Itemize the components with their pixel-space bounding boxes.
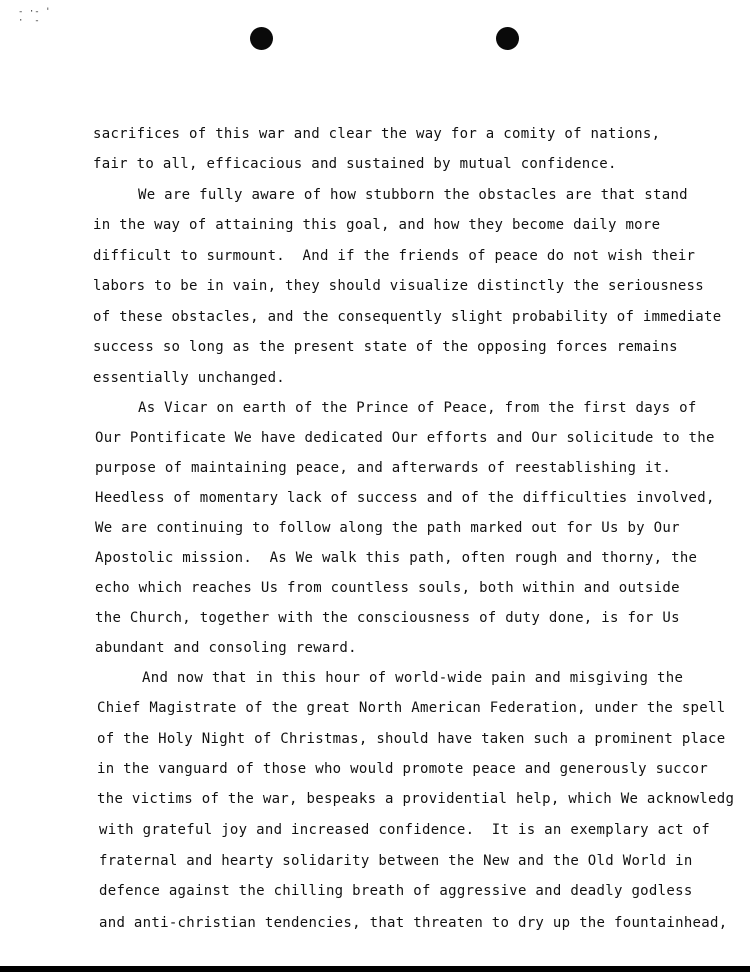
- text-line: As Vicar on earth of the Prince of Peace, from the first days of: [138, 400, 697, 416]
- text-line: Apostolic mission. As We walk this path, often rough and thorny, the: [95, 550, 698, 566]
- scan-bottom-edge: [0, 966, 750, 972]
- text-line: defence against the chilling breath of aggressive and deadly godless: [99, 883, 693, 899]
- text-line: We are fully aware of how stubborn the obstacles are that stand: [138, 187, 688, 203]
- text-line: the victims of the war, bespeaks a providential help, which We acknowledg: [97, 791, 735, 807]
- margin-marks: - ·‑ ' · -: [18, 7, 51, 26]
- text-line: essentially unchanged.: [93, 370, 286, 386]
- punch-hole-left: [250, 27, 273, 50]
- text-line: difficult to surmount. And if the friends of peace do not wish their: [93, 248, 696, 264]
- text-line: We are continuing to follow along the path marked out for Us by Our: [95, 520, 680, 536]
- text-line: Chief Magistrate of the great North American Federation, under the spell: [97, 700, 726, 716]
- punch-hole-right: [496, 27, 519, 50]
- text-line: Our Pontificate We have dedicated Our efforts and Our solicitude to the: [95, 430, 715, 446]
- text-line: with grateful joy and increased confidence. It is an exemplary act of: [99, 822, 711, 838]
- text-line: in the vanguard of those who would promote peace and generously succor: [97, 761, 709, 777]
- text-line: purpose of maintaining peace, and afterwards of reestablishing it.: [95, 460, 672, 476]
- text-line: the Church, together with the consciousness of duty done, is for Us: [95, 610, 680, 626]
- text-line: success so long as the present state of the opposing forces remains: [93, 339, 678, 355]
- text-line: echo which reaches Us from countless souls, both within and outside: [95, 580, 680, 596]
- text-line: abundant and consoling reward.: [95, 640, 357, 656]
- text-line: in the way of attaining this goal, and how they become daily more: [93, 217, 661, 233]
- text-line: and anti-christian tendencies, that threaten to dry up the fountainhead,: [99, 915, 728, 931]
- text-line: fair to all, efficacious and sustained by mutual confidence.: [93, 156, 617, 172]
- text-line: sacrifices of this war and clear the way for a comity of nations,: [93, 126, 661, 142]
- text-line: Heedless of momentary lack of success and of the difficulties involved,: [95, 490, 715, 506]
- text-line: And now that in this hour of world-wide pain and misgiving the: [142, 670, 684, 686]
- text-line: of these obstacles, and the consequently slight probability of immediate: [93, 309, 722, 325]
- text-line: of the Holy Night of Christmas, should have taken such a prominent place: [97, 731, 726, 747]
- text-line: labors to be in vain, they should visualize distinctly the seriousness: [93, 278, 705, 294]
- text-line: fraternal and hearty solidarity between the New and the Old World in: [99, 853, 693, 869]
